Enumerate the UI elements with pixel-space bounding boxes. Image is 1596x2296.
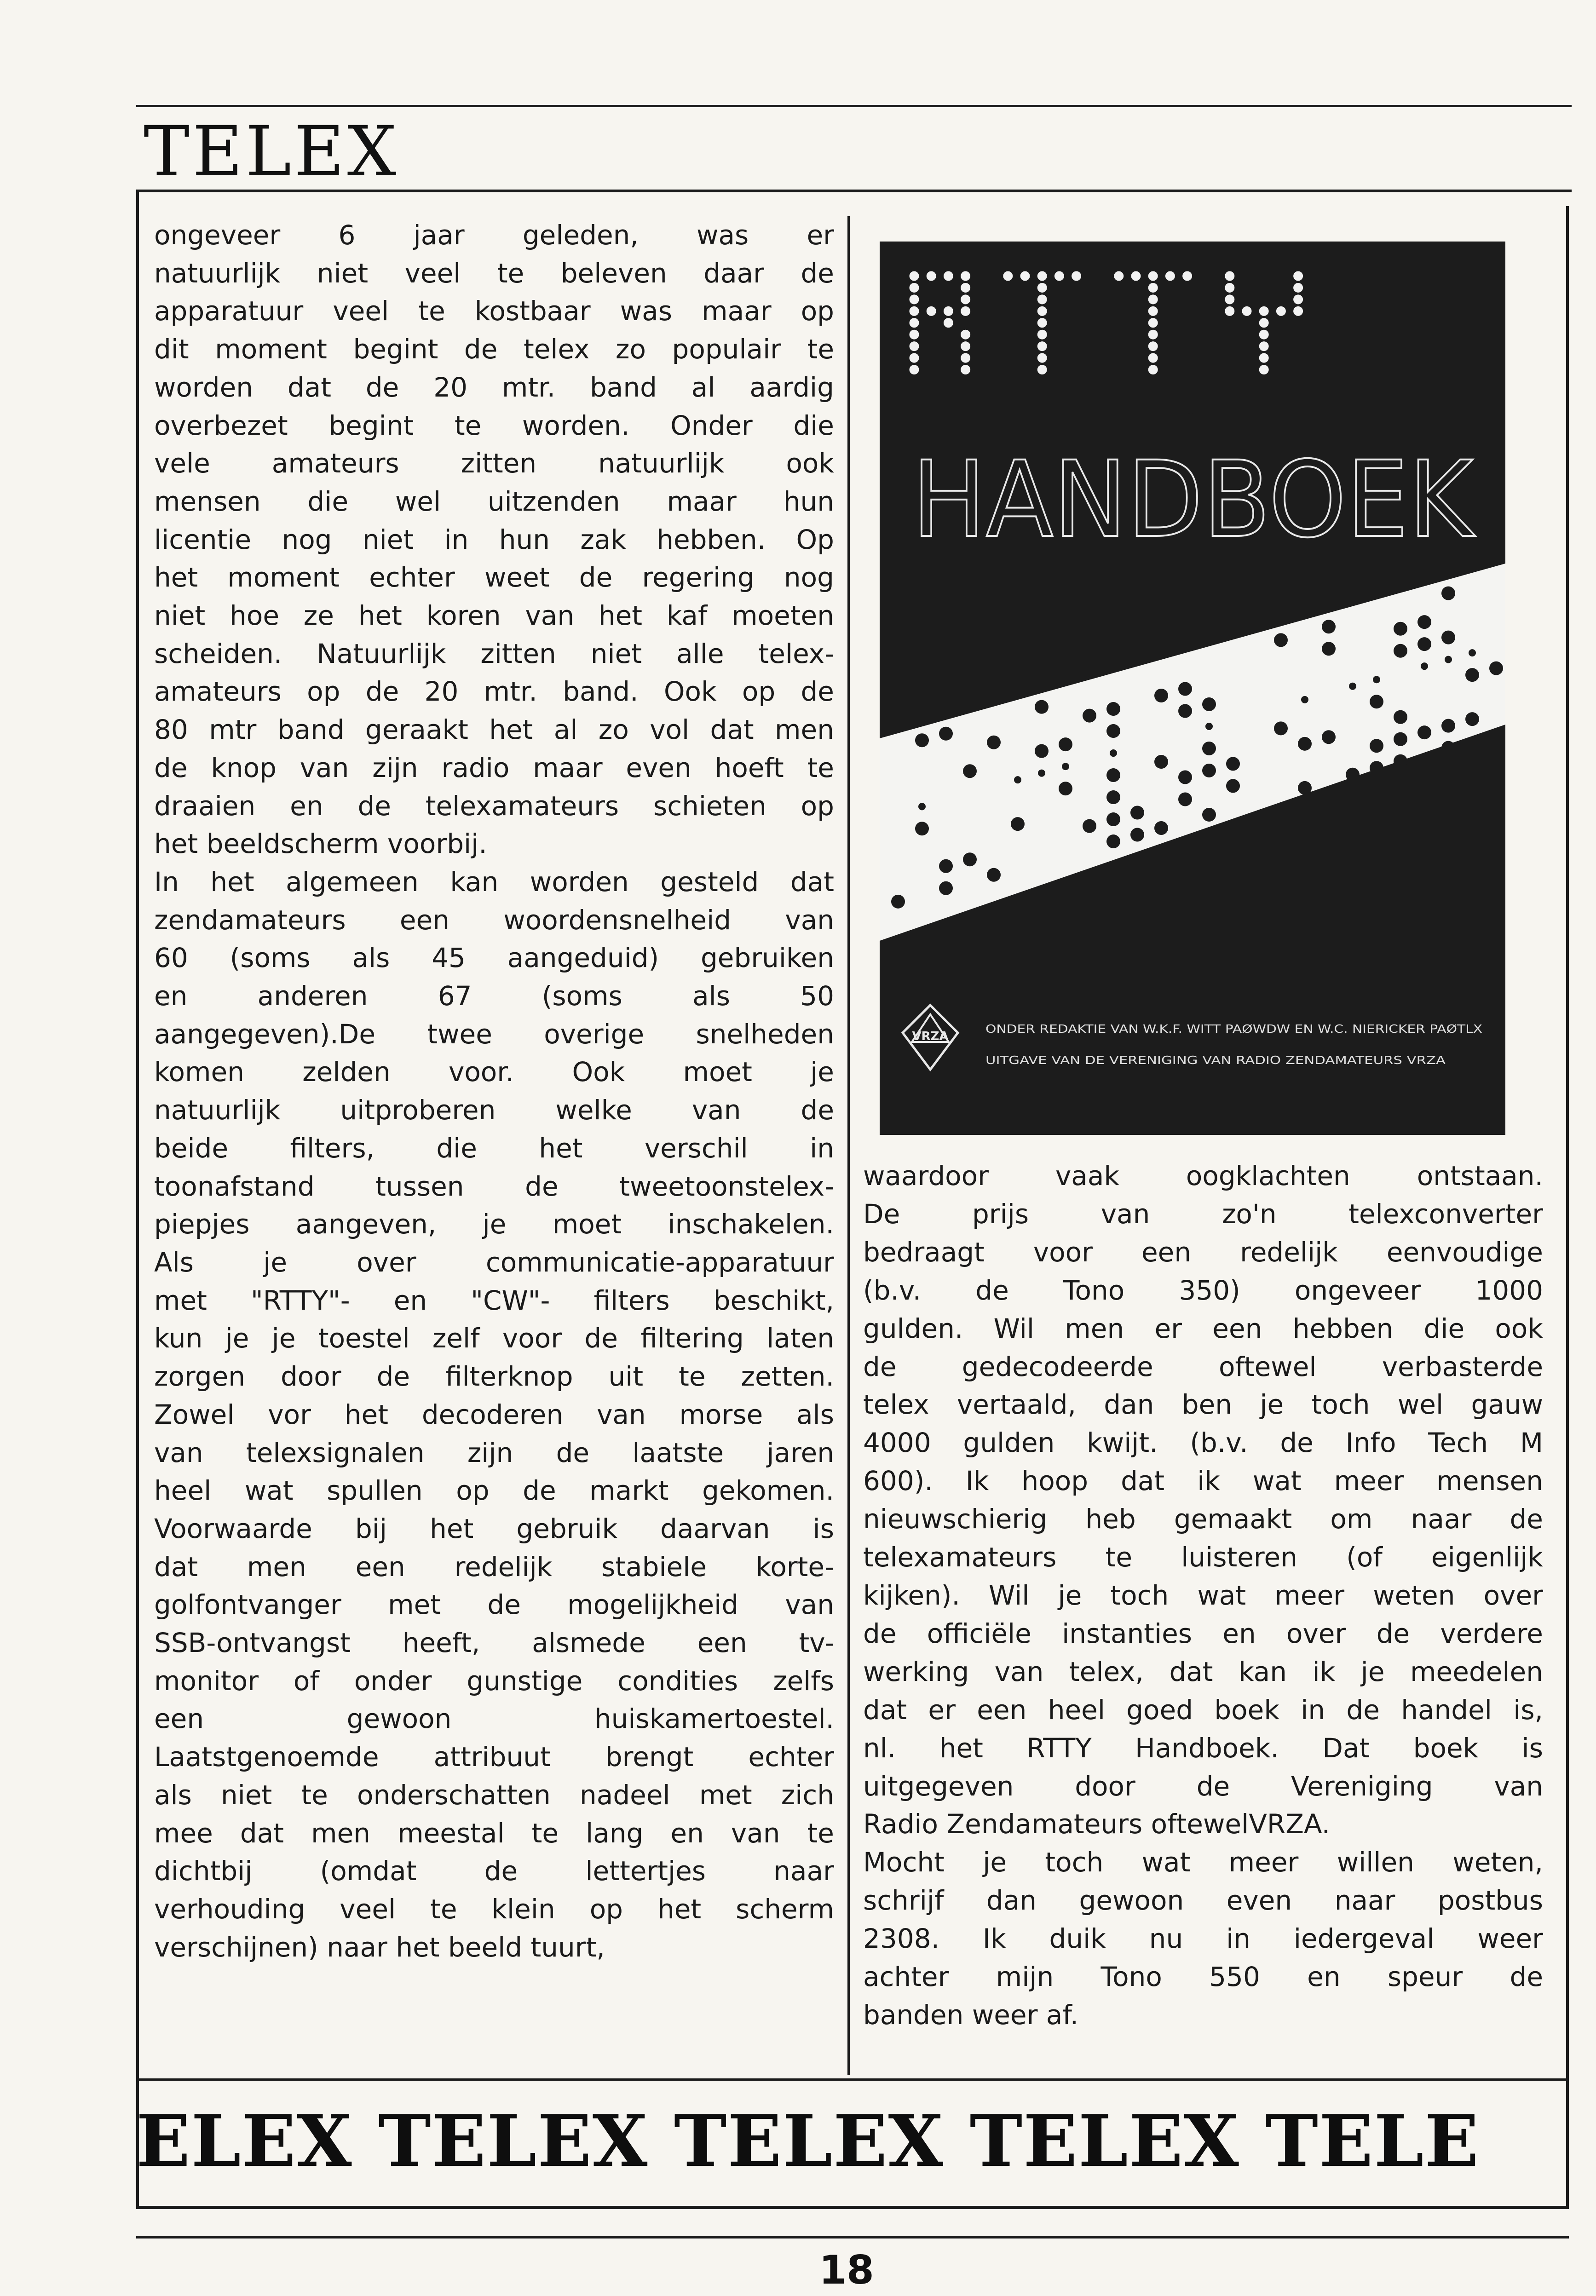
- text-line: scheiden. Natuurlijk zitten niet alle telex-: [154, 638, 834, 669]
- text-line: schrijf dan gewoon even naar postbus: [863, 1885, 1543, 1916]
- text-line: uitgegeven door de Vereniging van: [863, 1770, 1543, 1802]
- text-line: als niet te onderschatten nadeel met zich: [154, 1779, 834, 1811]
- text-line: Radio Zendamateurs oftewelVRZA.: [863, 1808, 1331, 1840]
- text-line: piepjes aangeven, je moet inschakelen.: [154, 1208, 834, 1240]
- text-line: heel wat spullen op de markt gekomen.: [154, 1475, 834, 1507]
- text-line: beide filters, die het verschil in: [154, 1132, 834, 1164]
- text-line: 2308. Ik duik nu in iedergeval weer: [863, 1923, 1543, 1955]
- text-line: werking van telex, dat kan ik je meedelen: [863, 1656, 1543, 1687]
- text-line: toonafstand tussen de tweetoonstelex-: [154, 1170, 834, 1202]
- text-line: (b.v. de Tono 350) ongeveer 1000: [863, 1274, 1543, 1306]
- text-line: zendamateurs een woordensnelheid van: [154, 904, 834, 936]
- page-title: TELEX: [144, 112, 399, 192]
- text-line: de officiële instanties en over de verdere: [863, 1617, 1543, 1649]
- text-line: van telexsignalen zijn de laatste jaren: [154, 1437, 834, 1468]
- text-line: monitor of onder gunstige condities zelfs: [154, 1665, 834, 1697]
- text-line: 60 (soms als 45 aangeduid) gebruiken: [154, 942, 834, 974]
- text-line: amateurs op de 20 mtr. band. Ook op de: [154, 676, 834, 708]
- text-line: vele amateurs zitten natuurlijk ook: [154, 448, 834, 479]
- text-line: banden weer af.: [863, 1999, 1079, 2031]
- cover-editors-line: ONDER REDAKTIE VAN W.K.F. WITT PAØWDW EN W.C. NIERICKER PAØTLX: [985, 1022, 1482, 1036]
- text-line: Laatstgenoemde attribuut brengt echter: [154, 1741, 834, 1773]
- text-line: het moment echter weet de regering nog: [154, 562, 834, 593]
- text-line: de knop van zijn radio maar even hoeft te: [154, 752, 834, 783]
- book-cover-image: [880, 242, 1505, 1135]
- text-line: nieuwschierig heb gemaakt om naar de: [863, 1503, 1543, 1535]
- text-line: Als je over communicatie-apparatuur: [154, 1246, 834, 1278]
- text-line: In het algemeen kan worden gesteld dat: [154, 866, 834, 898]
- text-line: verschijnen) naar het beeld tuurt,: [154, 1931, 605, 1963]
- text-line: verhouding veel te klein op het scherm: [154, 1893, 834, 1925]
- text-line: 600). Ik hoop dat ik wat meer mensen: [863, 1465, 1543, 1497]
- frame-left: [136, 190, 139, 2209]
- text-line: waardoor vaak oogklachten ontstaan.: [863, 1160, 1543, 1191]
- text-line: gulden. Wil men er een hebben die ook: [863, 1312, 1543, 1344]
- text-line: het beeldscherm voorbij.: [154, 828, 487, 860]
- footer-rule: [136, 2236, 1569, 2238]
- text-line: niet hoe ze het koren van het kaf moeten: [154, 600, 834, 632]
- banner-rule-top: [136, 2078, 1569, 2081]
- banner-rule-bottom: [136, 2206, 1569, 2209]
- text-line: kijken). Wil je toch wat meer weten over: [863, 1579, 1543, 1611]
- text-line: De prijs van zo'n telexconverter: [863, 1198, 1543, 1230]
- cover-title-text: RTTY: [1187, 413, 1198, 418]
- frame-right: [1566, 206, 1569, 2209]
- text-line: dat er een heel goed boek in de handel is,: [863, 1694, 1543, 1726]
- text-line: overbezet begint te worden. Onder die: [154, 409, 834, 441]
- text-line: aangegeven).De twee overige snelheden: [154, 1018, 834, 1050]
- text-line: SSB-ontvangst heeft, alsmede een tv-: [154, 1627, 834, 1659]
- text-line: telex vertaald, dan ben je toch wel gauw: [863, 1389, 1543, 1421]
- text-line: mee dat men meestal te lang en van te: [154, 1817, 834, 1849]
- text-line: dit moment begint de telex zo populair te: [154, 334, 834, 365]
- vrza-logo-text: VRZA: [912, 1030, 949, 1043]
- text-line: achter mijn Tono 550 en speur de: [863, 1961, 1543, 1993]
- column-divider: [847, 216, 850, 2075]
- text-line: ongeveer 6 jaar geleden, was er: [154, 219, 834, 251]
- text-line: dat men een redelijk stabiele korte-: [154, 1551, 834, 1582]
- text-line: telexamateurs te luisteren (of eigenlijk: [863, 1542, 1543, 1573]
- text-line: mensen die wel uitzenden maar hun: [154, 485, 834, 517]
- text-line: apparatuur veel te kostbaar was maar op: [154, 295, 834, 327]
- right-text-column: [863, 1157, 1543, 2034]
- cover-subtitle: HANDBOEK: [912, 438, 1476, 561]
- text-line: worden dat de 20 mtr. band al aardig: [154, 371, 834, 403]
- text-line: kun je je toestel zelf voor de filtering laten: [154, 1323, 834, 1354]
- text-line: en anderen 67 (soms als 50: [154, 980, 834, 1012]
- text-line: bedraagt voor een redelijk eenvoudige: [863, 1236, 1543, 1268]
- text-line: de gedecodeerde oftewel verbasterde: [863, 1351, 1543, 1382]
- top-rule: [136, 105, 1572, 107]
- telex-banner: ELEX TELEX TELEX TELEX TELE: [136, 2100, 1480, 2183]
- text-line: zorgen door de filterknop uit te zetten.: [154, 1361, 834, 1393]
- text-line: draaien en de telexamateurs schieten op: [154, 790, 834, 822]
- text-line: een gewoon huiskamertoestel.: [154, 1703, 834, 1735]
- page-number: 18: [819, 2247, 874, 2293]
- text-line: 80 mtr band geraakt het al zo vol dat men: [154, 714, 834, 746]
- book-cover-art: [880, 242, 1505, 1135]
- left-text-column: [154, 216, 834, 1966]
- text-line: licentie nog niet in hun zak hebben. Op: [154, 524, 834, 555]
- text-line: dichtbij (omdat de lettertjes naar: [154, 1855, 834, 1887]
- text-line: met "RTTY"- en "CW"- filters beschikt,: [154, 1284, 834, 1316]
- text-line: Mocht je toch wat meer willen weten,: [863, 1847, 1543, 1878]
- text-line: natuurlijk uitproberen welke van de: [154, 1094, 834, 1126]
- text-line: Zowel vor het decoderen van morse als: [154, 1398, 834, 1430]
- text-line: Voorwaarde bij het gebruik daarvan is: [154, 1513, 834, 1544]
- text-line: golfontvanger met de mogelijkheid van: [154, 1589, 834, 1621]
- text-line: nl. het RTTY Handboek. Dat boek is: [863, 1732, 1543, 1764]
- cover-publisher-line: UITGAVE VAN DE VERENIGING VAN RADIO ZENDAMATEURS VRZA: [985, 1053, 1446, 1067]
- text-line: natuurlijk niet veel te beleven daar de: [154, 257, 834, 289]
- text-line: komen zelden voor. Ook moet je: [154, 1056, 834, 1088]
- text-line: 4000 gulden kwijt. (b.v. de Info Tech M: [863, 1427, 1543, 1459]
